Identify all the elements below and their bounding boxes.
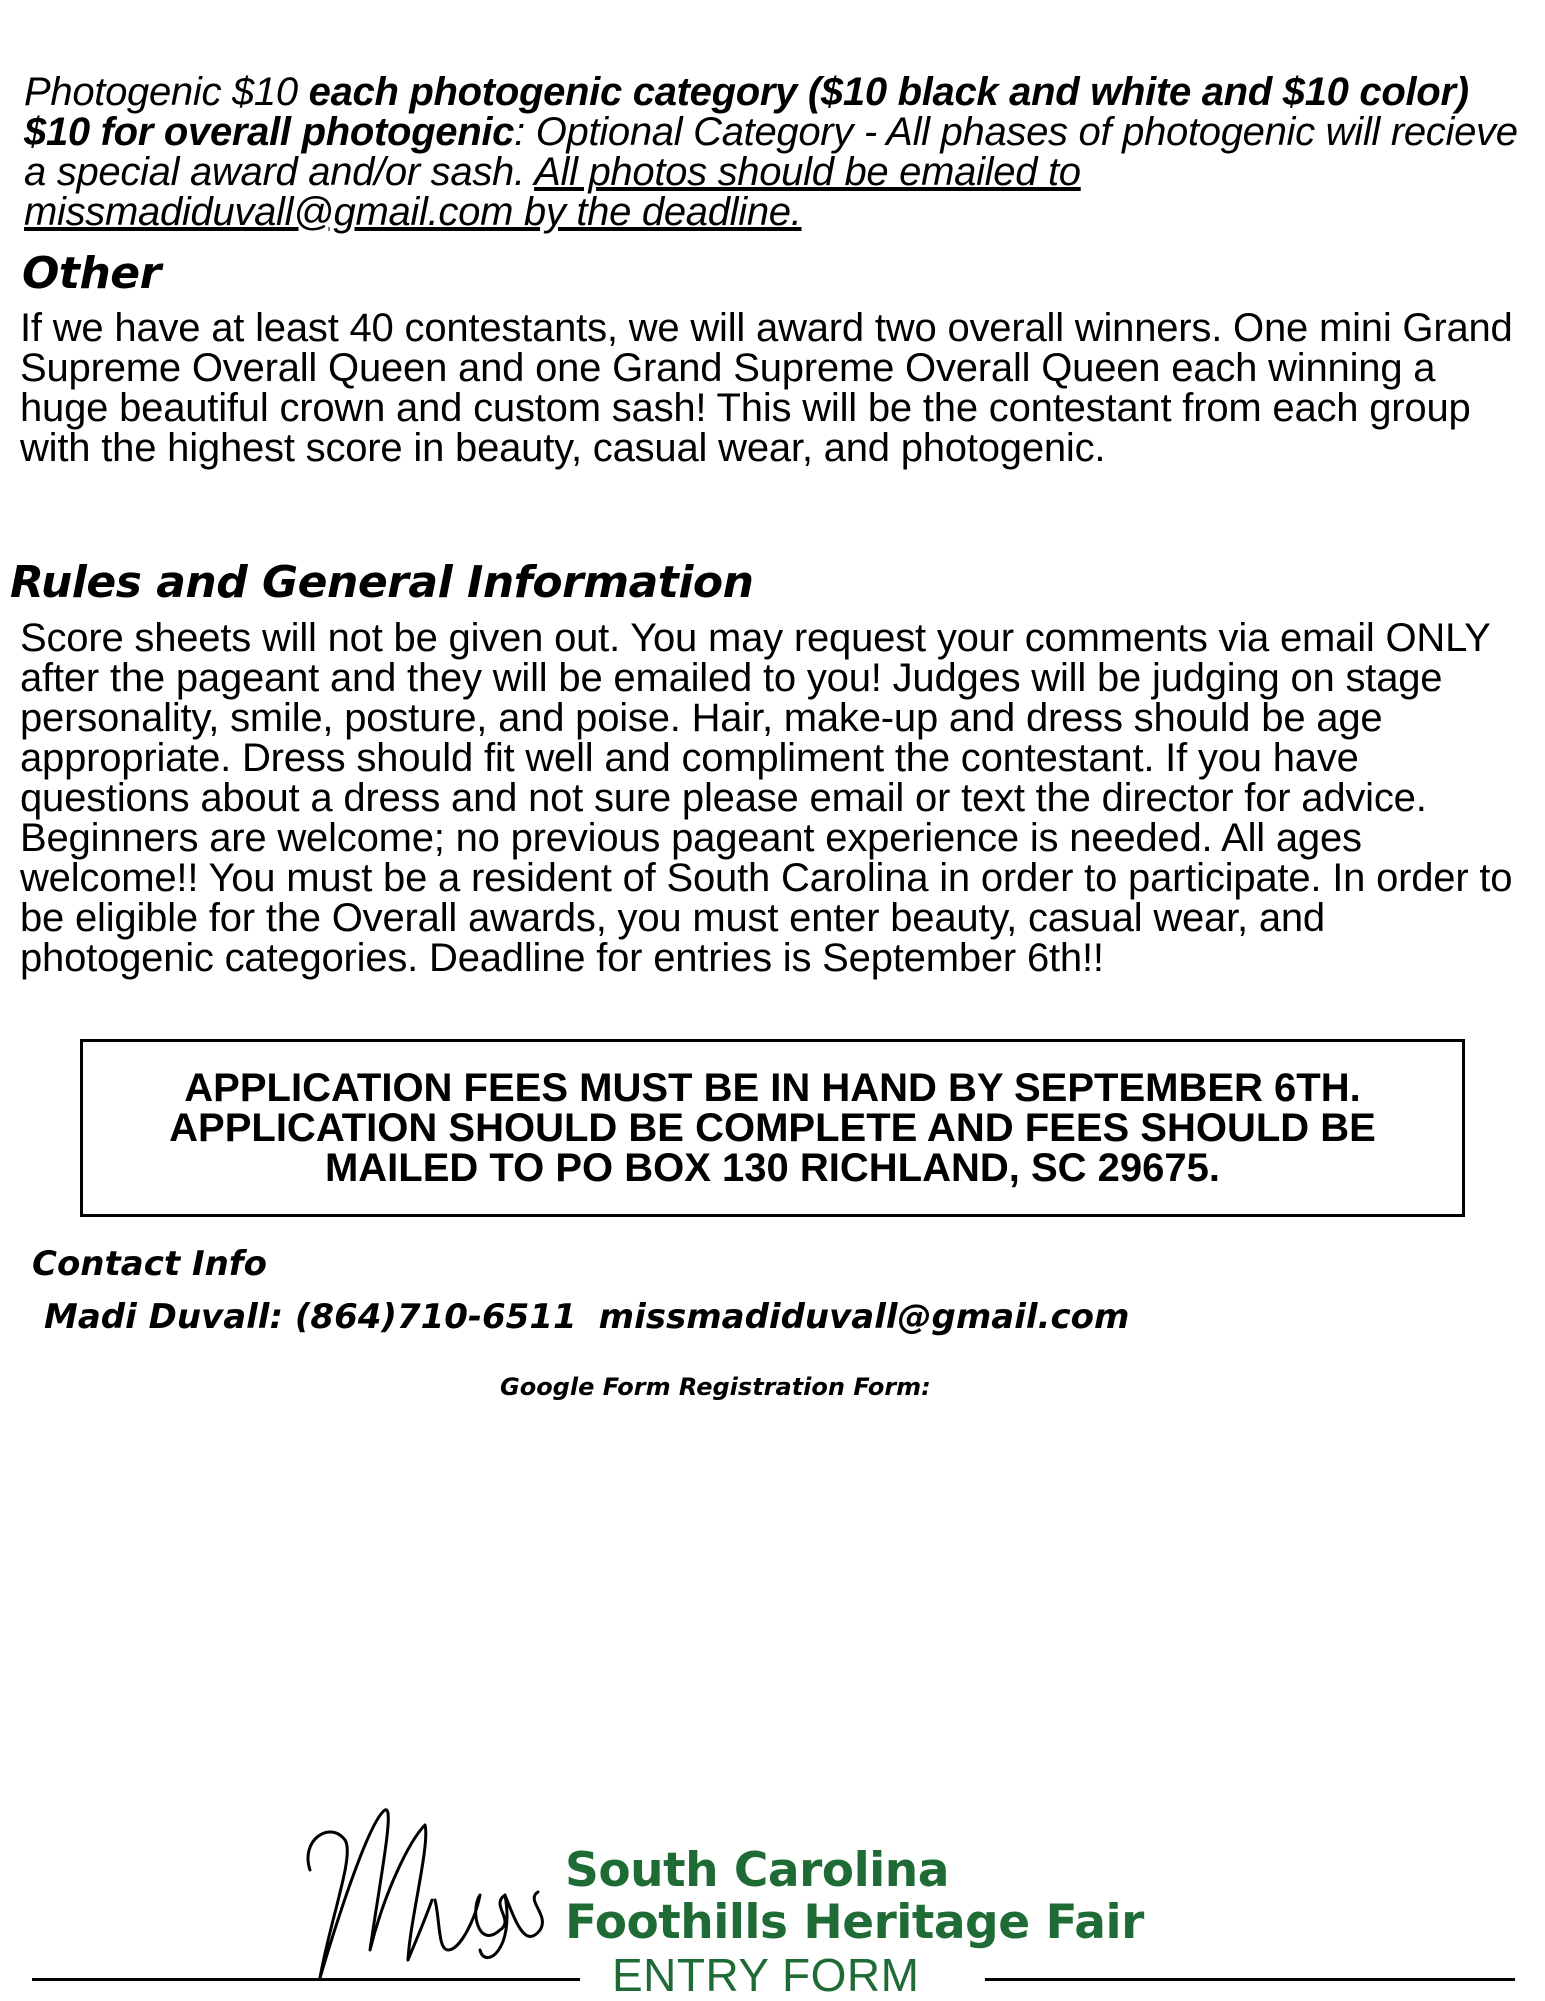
- entry-form-subtitle: ENTRY FORM: [612, 1949, 920, 2001]
- photogenic-paragraph: [24, 72, 1524, 232]
- photogenic-email-instructions: All photos should be emailed to missmadiduvall@gmail.com by the deadline.: [24, 150, 1081, 234]
- google-form-label: Google Form Registration Form:: [500, 1373, 931, 1401]
- miss-script-word: Miss: [300, 1800, 303, 1801]
- other-heading: Other: [22, 248, 161, 299]
- logo-line-2: Foothills Heritage Fair: [565, 1895, 1144, 1950]
- logo-line-1: South Carolina: [565, 1843, 949, 1898]
- contact-info-title: Contact Info: [32, 1244, 267, 1284]
- footer-rule-right: [985, 1978, 1515, 1981]
- fees-notice-text: APPLICATION FEES MUST BE IN HAND BY SEPTEMBER 6TH. APPLICATION SHOULD BE COMPLETE AND FEES SHOULD BE MAILED TO PO BOX 130 RICHLAND, SC 29675.: [169, 1066, 1376, 1190]
- other-paragraph: If we have at least 40 contestants, we will award two overall winners. One mini Grand Supreme Overall Queen and one Grand Supreme Overall Queen each winning a huge beautiful crown and custom sash! This will be the contestant from each group with the highest score in beauty, casual wear, and photogenic.: [20, 306, 1513, 470]
- footer-rule-left: [32, 1978, 580, 1981]
- photogenic-optional-text: : Optional Category - All phases of photogenic will recieve a special award and/or sash.: [24, 110, 1518, 194]
- fees-notice-box: [80, 1039, 1465, 1217]
- contact-phone[interactable]: (864)710-6511: [294, 1297, 577, 1337]
- photogenic-bold-text: each photogenic category ($10 black and white and $10 color) $10 for overall photogenic: [24, 70, 1469, 154]
- logo-title: [565, 1845, 1144, 1949]
- contact-line: [44, 1297, 1129, 1337]
- miss-script-logo: [300, 1800, 550, 1980]
- rules-heading: Rules and General Information: [10, 557, 754, 608]
- contact-email[interactable]: missmadiduvall@gmail.com: [598, 1297, 1130, 1337]
- rules-paragraph: Score sheets will not be given out. You may request your comments via email ONLY after the pageant and they will be emailed to you! Judges will be judging on stage personality, smile, posture, and poise. Hair, make-up and dress should be age appropriate. Dress should fit well and compliment the contestant. If you have questions about a dress and not sure please email or text the director for advice. Beginners are welcome; no previous pageant experience is needed. All ages welcome!! You must be a resident of South Carolina in order to participate. In order to be eligible for the Overall awards, you must enter beauty, casual wear, and photogenic categories. Deadline for entries is September 6th!!: [20, 616, 1513, 980]
- contact-name-label: Madi Duvall:: [44, 1297, 295, 1337]
- photogenic-price-text: Photogenic $10: [24, 70, 309, 114]
